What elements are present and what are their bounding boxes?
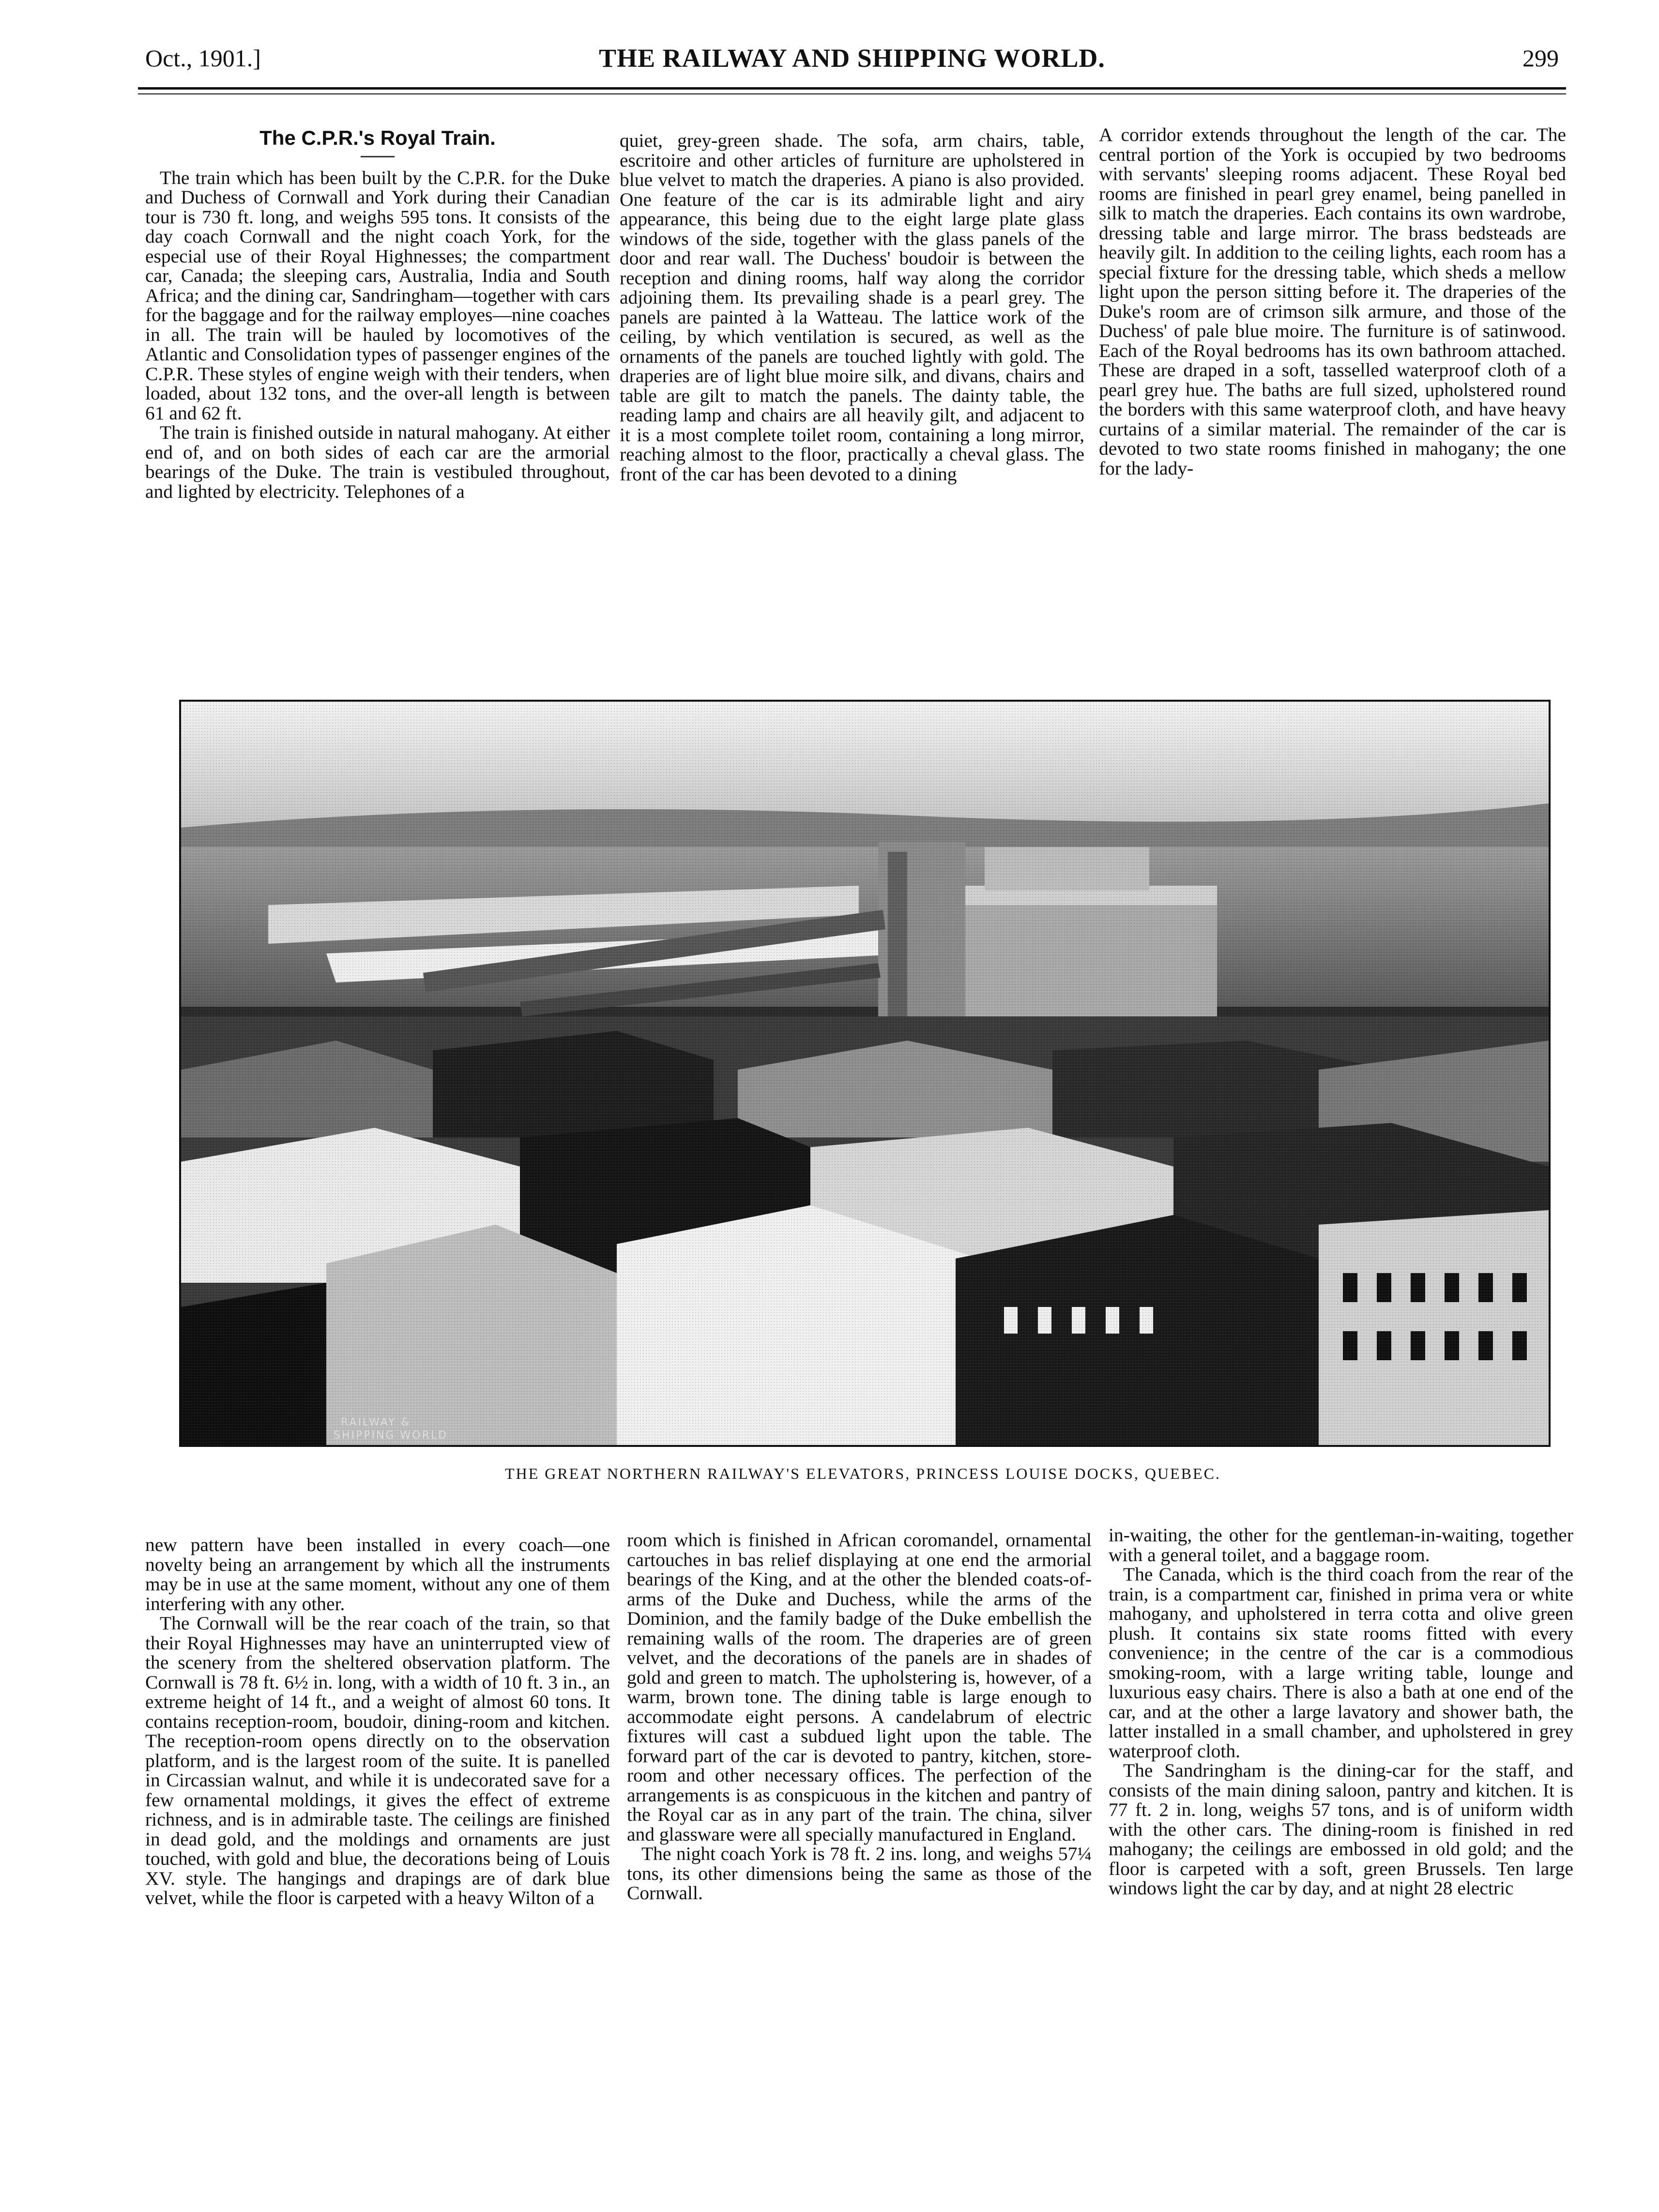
header-rule-thick: [138, 87, 1566, 90]
journal-title: THE RAILWAY AND SHIPPING WORLD.: [599, 44, 1105, 73]
page-number: 299: [1522, 45, 1559, 72]
watermark-line-1: RAILWAY &: [341, 1416, 411, 1429]
paragraph: The train is finished outside in natural mahogany. At either end of, and on both sides of each car are the armorial bearings of the Duke. The train is vestibuled throughout, and lighted by electricity. Telephones of a: [145, 422, 610, 502]
paragraph: in-waiting, the other for the gentleman-in-waiting, together with a general toilet, and a baggage room.: [1109, 1524, 1573, 1566]
title-rule: [361, 156, 395, 157]
article-title: The C.P.R.'s Royal Train.: [259, 126, 496, 149]
column-3-bottom: [1109, 1525, 1573, 1898]
dock-photograph: [179, 700, 1551, 1447]
watermark-line-2: SHIPPING WORLD: [334, 1429, 448, 1442]
figure-caption: THE GREAT NORTHERN RAILWAY'S ELEVATORS, PRINCESS LOUISE DOCKS, QUEBEC.: [505, 1465, 1221, 1482]
paragraph: The Cornwall will be the rear coach of the train, so that their Royal Highnesses may have an uninterrupted view of the scenery from the sheltered observation platform. The Cornwall is 78 ft. 6½ in. long, with a width of 10 ft. 3 in., an extreme height of 14 ft., and a weight of almost 60 tons. It contains reception-room, boudoir, dining-room and kitchen. The reception-room opens directly on to the observation platform, and is the largest room of the suite. It is panelled in Circassian walnut, and while it is undecorated save for a few ornamental moldings, it gives the effect of extreme richness, and is in admirable taste. The ceilings are finished in dead gold, and the moldings and ornaments are just touched, with gold and blue, the decorations being of Louis XV. style. The hangings and drapings are of dark blue velvet, while the floor is carpeted with a heavy Wilton of a: [145, 1613, 610, 1908]
paragraph: The night coach York is 78 ft. 2 ins. long, and weighs 57¼ tons, its other dimensions being the same as those of the Cornwall.: [627, 1843, 1092, 1904]
column-3-top: [1099, 125, 1566, 478]
column-2-top: [620, 131, 1084, 484]
issue-date: Oct., 1901.]: [145, 45, 261, 72]
paragraph: The train which has been built by the C.P.R. for the Duke and Duchess of Cornwall and York during their Canadian tour is 730 ft. long, and weighs 595 tons. It consists of the day coach Cornwall and the night coach York, for the especial use of their Royal Highnesses; the compartment car, Canada; the sleeping cars, Australia, India and South Africa; and the dining car, Sandringham—together with cars for the baggage and for the railway employes—nine coaches in all. The train will be hauled by locomotives of the Atlantic and Consolidation types of passenger engines of the C.P.R. These styles of engine weigh with their tenders, when loaded, about 132 tons, and the over-all length is between 61 and 62 ft.: [145, 167, 610, 424]
paragraph: The Canada, which is the third coach from the rear of the train, is a compartment car, finished in prima vera or white mahogany, and upholstered in terra cotta and olive green plush. It contains six state rooms fitted with every convenience; in the centre of the car is a commodious smoking-room, with a large writing table, lounge and luxurious easy chairs. There is also a bath at one end of the car, and at the other a large lavatory and shower bath, the latter installed in a small chamber, and upholstered in grey waterproof cloth.: [1109, 1564, 1573, 1762]
column-2-bottom: [627, 1530, 1092, 1903]
paragraph: A corridor extends throughout the length of the car. The central portion of the York is occupied by two bedrooms with servants' sleeping rooms adjacent. These Royal bed rooms are finished in pearl grey enamel, being panelled in silk to match the draperies. Each contains its own wardrobe, dressing table and large mirror. The brass bedsteads are heavily gilt. In addition to the ceiling lights, each room has a special fixture for the dressing table, which sheds a mellow light upon the person sitting before it. The draperies of the Duke's room are of crimson silk armure, and those of the Duchess' of pale blue moire. The furniture is of satinwood. Each of the Royal bedrooms has its own bathroom attached. These are draped in a soft, tasselled waterproof cloth of a pearl grey hue. The baths are full sized, upholstered round the borders with this same waterproof cloth, and have heavy curtains of a similar material. The remainder of the car is devoted to two state rooms finished in mahogany; the one for the lady-: [1099, 124, 1566, 479]
paragraph: The Sandringham is the dining-car for the staff, and consists of the main dining saloon, pantry and kitchen. It is 77 ft. 2 in. long, weighs 57 tons, and is of uniform width with the other cars. The dining-room is finished in red mahogany; the ceilings are embossed in old gold; and the floor is carpeted with a soft, green Brussels. Ten large windows light the car by day, and at night 28 electric: [1109, 1760, 1573, 1899]
photo-illustration: [181, 702, 1549, 1445]
paragraph: new pattern have been installed in every coach—one novelty being an arrangement by which all the instruments may be in use at the same moment, without any one of them interfering with any other.: [145, 1534, 610, 1614]
column-1-top: [145, 128, 610, 501]
column-1-bottom: [145, 1535, 610, 1908]
paragraph: room which is finished in African coromandel, ornamental cartouches in bas relief displaying at one end the armorial bearings of the King, and at the other the blended coats-of-arms of the Duke and Duchess, while the arms of the Dominion, and the family badge of the Duke embellish the remaining walls of the room. The draperies are of green velvet, and the decorations of the panels are in shades of gold and green to match. The upholstering is, however, of a warm, brown tone. The dining table is large enough to accommodate eight persons. A candelabrum of electric fixtures will cast a subdued light upon the table. The forward part of the car is devoted to pantry, kitchen, store-room and other necessary offices. The perfection of the arrangements is as conspicuous in the kitchen and pantry of the Royal car as in any part of the train. The china, silver and glassware were all specially manufactured in England.: [627, 1529, 1092, 1845]
paragraph: quiet, grey-green shade. The sofa, arm chairs, table, escritoire and other articles of furniture are upholstered in blue velvet to match the draperies. A piano is also provided. One feature of the car is its admirable light and airy appearance, this being due to the eight large plate glass windows of the side, together with the glass panels of the door and rear wall. The Duchess' boudoir is between the reception and dining rooms, half way along the corridor adjoining them. Its prevailing shade is a pearl grey. The panels are painted à la Watteau. The lattice work of the ceiling, by which ventilation is secured, as well as the ornaments of the panels are touched lightly with gold. The draperies are of light blue moire silk, and divans, chairs and table are gilt to match the panels. The dainty table, the reading lamp and chairs are all heavily gilt, and adjacent to it is a most complete toilet room, containing a long mirror, reaching almost to the floor, practically a cheval glass. The front of the car has been devoted to a dining: [620, 130, 1084, 485]
running-header: [145, 41, 1559, 75]
header-rule-thin: [138, 93, 1566, 94]
